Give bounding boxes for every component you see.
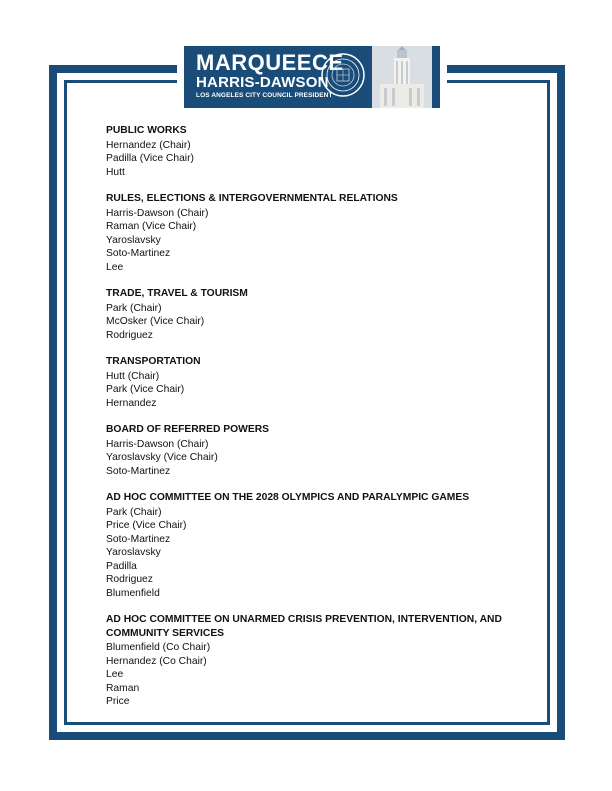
committee-member: Padilla <box>106 560 137 572</box>
committee-heading: TRANSPORTATION <box>106 356 201 367</box>
committee-list <box>106 124 526 722</box>
committee-member: Soto-Martinez <box>106 465 171 477</box>
committee-member: Blumenfield (Co Chair) <box>106 642 211 653</box>
city-hall-icon <box>372 46 432 108</box>
committee-section <box>106 192 526 274</box>
committee-member: Yaroslavsky (Vice Chair) <box>106 452 218 463</box>
committee-member: Harris-Dawson (Chair) <box>106 438 209 450</box>
committee-section <box>106 124 526 179</box>
header-name-first: MARQUEECE <box>196 50 344 75</box>
committee-member: Yaroslavsky <box>106 547 161 558</box>
committee-heading: BOARD OF REFERRED POWERS <box>106 424 270 435</box>
header-name-last: HARRIS-DAWSON <box>196 74 329 91</box>
committee-member: Hernandez (Co Chair) <box>106 655 207 667</box>
committee-member: Raman <box>106 682 140 694</box>
committee-member: Lee <box>106 669 124 680</box>
committee-member: Blumenfield <box>106 587 160 599</box>
committee-member: Padilla (Vice Chair) <box>106 153 194 164</box>
committee-member: Rodriguez <box>106 329 153 341</box>
committee-heading: PUBLIC WORKS <box>106 125 187 136</box>
committee-member: McOsker (Vice Chair) <box>106 316 205 327</box>
committee-member: Price (Vice Chair) <box>106 520 187 531</box>
committee-member: Park (Chair) <box>106 506 162 518</box>
committee-member: Hernandez (Chair) <box>106 139 191 151</box>
committee-member: Raman (Vice Chair) <box>106 221 197 232</box>
committee-heading: AD HOC COMMITTEE ON THE 2028 OLYMPICS AND PARALYMPIC GAMES <box>106 492 470 503</box>
committee-section <box>106 287 526 342</box>
city-seal-icon <box>320 52 366 98</box>
committee-heading: TRADE, TRAVEL & TOURISM <box>106 288 248 299</box>
committee-heading: AD HOC COMMITTEE ON UNARMED CRISIS PREVENTION, INTERVENTION, AND COMMUNITY SERVICES <box>106 614 502 639</box>
committee-heading: RULES, ELECTIONS & INTERGOVERNMENTAL RELATIONS <box>106 193 398 204</box>
committee-member: Rodriguez <box>106 574 153 585</box>
header-subtitle: LOS ANGELES CITY COUNCIL PRESIDENT <box>196 92 333 99</box>
committee-member: Hutt (Chair) <box>106 370 160 382</box>
committee-member: Soto-Martinez <box>106 533 171 545</box>
committee-section <box>106 423 526 478</box>
committee-member: Lee <box>106 261 124 273</box>
committee-member: Soto-Martinez <box>106 248 171 259</box>
committee-member: Price <box>106 696 130 707</box>
committee-member: Hutt <box>106 166 125 178</box>
committee-member: Harris-Dawson (Chair) <box>106 207 209 219</box>
committee-member: Yaroslavsky <box>106 234 161 246</box>
header-banner <box>184 46 440 108</box>
committee-section <box>106 613 526 709</box>
committee-member: Hernandez <box>106 397 157 409</box>
committee-section <box>106 491 526 600</box>
committee-section <box>106 355 526 410</box>
committee-member: Park (Vice Chair) <box>106 384 185 395</box>
committee-member: Park (Chair) <box>106 302 162 314</box>
